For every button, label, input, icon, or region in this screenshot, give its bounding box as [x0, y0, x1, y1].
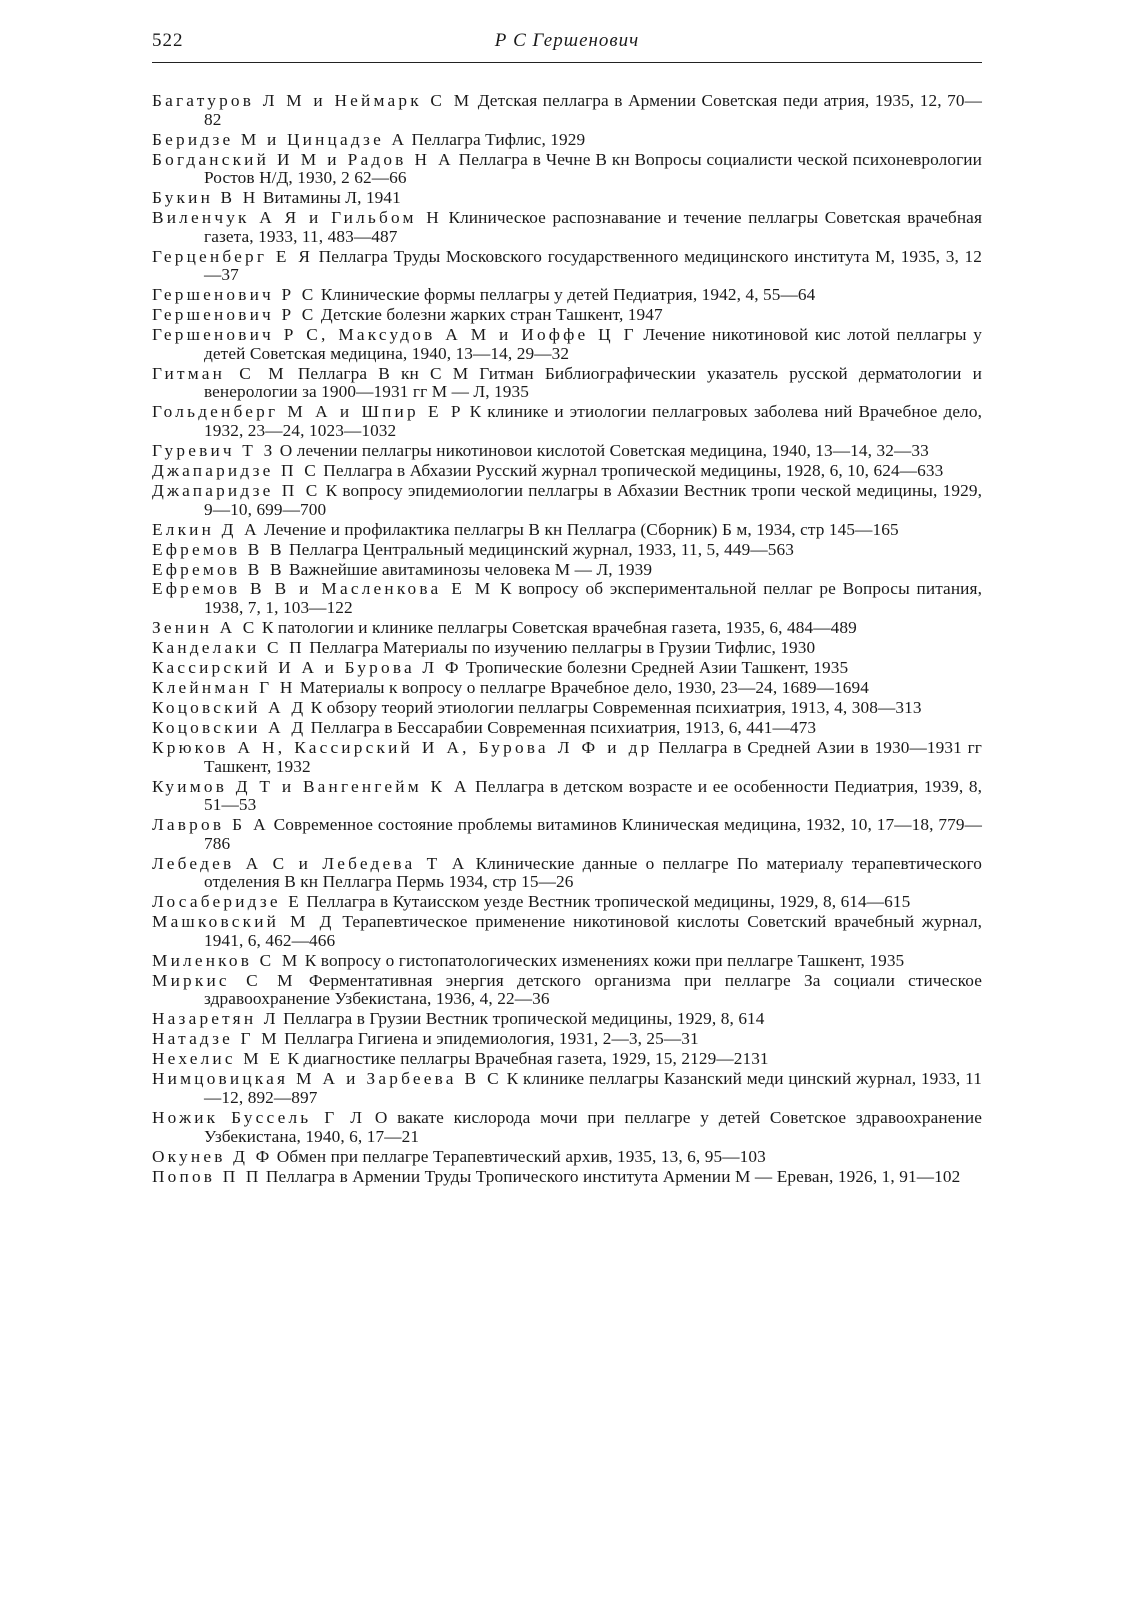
entry-text: Пеллагра в Чечне В кн Вопросы социалисти ческой психоневрологии Ростов Н/Д, 1930, 2 62—66 — [204, 149, 982, 188]
bibliography-entry — [152, 972, 982, 1009]
entry-author: Лебедев А С и Лебедева Т А — [152, 853, 468, 873]
entry-author: Назаретян Л — [152, 1009, 279, 1029]
bibliography-entry — [152, 699, 982, 718]
entry-author: Машковский М Д — [152, 912, 335, 932]
entry-text: Пеллагра Труды Московского государственного медицинского института М, 1935, 3, 12—37 — [204, 246, 982, 285]
bibliography-entry — [152, 679, 982, 698]
entry-text: Пеллагра Тифлис, 1929 — [411, 129, 586, 149]
bibliography-entry — [152, 778, 982, 815]
bibliography-entry — [152, 462, 982, 481]
entry-text: Терапевтическое применение никотиновой кислоты Советский врачебный журнал, 1941, 6, 462—466 — [204, 912, 982, 950]
entry-text: К диагностике пеллагры Врачебная газета, 1929, 15, 2129—2131 — [287, 1049, 769, 1069]
entry-author: Гольденберг М А и Шпир Е Р — [152, 402, 464, 422]
bibliography-entry — [152, 442, 982, 461]
entry-text: К патологии и клинике пеллагры Советская врачебная газета, 1935, 6, 484—489 — [261, 618, 857, 638]
bibliography-entry — [152, 719, 982, 738]
entry-text: Пеллагра Материалы по изучению пеллагры в Грузии Тифлис, 1930 — [309, 638, 816, 658]
bibliography-entry — [152, 1030, 982, 1049]
bibliography-entry — [152, 1010, 982, 1029]
entry-author: Гуревич Т З — [152, 440, 276, 460]
entry-author: Гершенович Р С — [152, 305, 317, 325]
bibliography-entry — [152, 131, 982, 150]
bibliography-entry — [152, 1050, 982, 1069]
entry-author: Беридзе М и Цинцадзе А — [152, 129, 408, 149]
entry-author: Букин В Н — [152, 188, 259, 208]
bibliography-list — [152, 92, 982, 1187]
entry-author: Багатуров Л М и Неймарк С М — [152, 91, 473, 110]
entry-author: Окунев Д Ф — [152, 1146, 273, 1166]
bibliography-entry — [152, 893, 982, 912]
entry-author: Гершенович Р С — [152, 285, 317, 305]
bibliography-entry — [152, 286, 982, 305]
entry-author: Гершенович Р С, Максудов А М и Иоффе Ц Г — [152, 325, 637, 345]
bibliography-entry — [152, 209, 982, 246]
entry-text: Тропические болезни Средней Азии Ташкент, 1935 — [466, 658, 849, 678]
entry-author: Канделаки С П — [152, 638, 305, 658]
entry-text: Пеллагра в Средней Азии в 1930—1931 гг Ташкент, 1932 — [204, 737, 982, 776]
bibliography-entry — [152, 403, 982, 440]
entry-text: Пеллагра в Грузии Вестник тропической медицины, 1929, 8, 614 — [283, 1009, 765, 1029]
bibliography-entry — [152, 92, 982, 129]
bibliography-entry — [152, 952, 982, 971]
entry-text: О лечении пеллагры никотиновои кислотой Советская медицина, 1940, 13—14, 32—33 — [279, 440, 929, 460]
entry-text: Обмен при пеллагре Терапевтический архив, 1935, 13, 6, 95—103 — [276, 1146, 766, 1166]
entry-text: Витамины Л, 1941 — [262, 188, 401, 208]
bibliography-entry — [152, 1070, 982, 1107]
entry-author: Зенин А С — [152, 618, 258, 638]
bibliography-entry — [152, 1109, 982, 1146]
bibliography-entry — [152, 482, 982, 519]
entry-author: Ножик Буссель Г Л — [152, 1107, 366, 1127]
entry-text: Пеллагра в детском возрасте и ее особенности Педиатрия, 1939, 8, 51—53 — [204, 776, 982, 815]
bibliography-entry — [152, 659, 982, 678]
running-head — [152, 30, 982, 64]
entry-text: Пеллагра Гигиена и эпидемиология, 1931, 2—3, 25—31 — [284, 1029, 699, 1049]
bibliography-entry — [152, 365, 982, 402]
entry-author: Богданский И М и Радов Н А — [152, 149, 454, 169]
header-rule — [152, 62, 982, 63]
bibliography-entry — [152, 855, 982, 892]
entry-author: Клейнман Г Н — [152, 678, 296, 698]
entry-author: Ефремов В В — [152, 539, 285, 559]
bibliography-entry — [152, 189, 982, 208]
running-title: Р С Гершенович — [494, 30, 640, 51]
entry-text: К обзору теорий этиологии пеллагры Современная психиатрия, 1913, 4, 308—313 — [310, 698, 922, 717]
entry-text: К клинике пеллагры Казанский меди цинский журнал, 1933, 11—12, 892—897 — [204, 1069, 982, 1107]
bibliography-entry — [152, 580, 982, 617]
bibliography-entry — [152, 561, 982, 580]
bibliography-entry — [152, 306, 982, 325]
entry-author: Лавров Б А — [152, 815, 269, 835]
entry-author: Джапаридзе П С — [152, 480, 321, 500]
entry-author: Ефремов В В — [152, 559, 285, 579]
entry-text: К клинике и этиологии пеллагровых заболева ний Врачебное дело, 1932, 23—24, 1023—1032 — [204, 402, 982, 440]
entry-author: Коцовскии А Д — [152, 717, 307, 737]
entry-author: Миленков С М — [152, 950, 301, 970]
entry-author: Миркис С М — [152, 970, 296, 990]
bibliography-entry — [152, 1148, 982, 1167]
bibliography-entry — [152, 151, 982, 188]
entry-author: Лосаберидзе Е — [152, 892, 303, 912]
entry-author: Нехелис М Е — [152, 1049, 284, 1069]
entry-author: Куимов Д Т и Вангенгейм К А — [152, 776, 470, 796]
entry-author: Нимцовицкая М А и Зарбеева В С — [152, 1069, 502, 1089]
entry-text: Детские болезни жарких стран Ташкент, 1947 — [320, 305, 663, 325]
entry-text: Важнейшие авитаминозы человека М — Л, 1939 — [289, 559, 653, 579]
entry-author: Натадзе Г М — [152, 1029, 280, 1049]
bibliography-entry — [152, 816, 982, 853]
entry-author: Виленчук А Я и Гильбом Н — [152, 208, 442, 228]
entry-text: Лечение и профилактика пеллагры В кн Пеллагра (Сборник) Б м, 1934, стр 145—165 — [264, 519, 899, 539]
bibliography-entry — [152, 248, 982, 285]
bibliography-entry — [152, 739, 982, 776]
bibliography-entry — [152, 913, 982, 950]
bibliography-entry — [152, 639, 982, 658]
entry-text: Лечение никотиновой кис лотой пеллагры у детей Советская медицина, 1940, 13—14, 29—32 — [204, 325, 983, 363]
entry-author: Ефремов В В и Масленкова Е М — [152, 579, 494, 599]
entry-author: Елкин Д А — [152, 519, 260, 539]
entry-text: Пеллагра в Армении Труды Тропического института Армении М — Ереван, 1926, 1, 91—102 — [265, 1166, 961, 1186]
bibliography-entry — [152, 326, 982, 363]
bibliography-entry — [152, 619, 982, 638]
bibliography-entry — [152, 521, 982, 540]
entry-text: О вакате кислорода мочи при пеллагре у детей Советское здравоохранение Узбекистана, 1940, 6, 17—21 — [204, 1107, 982, 1146]
entry-text: Клинические данные о пеллагре По материалу терапевтического отделения В кн Пеллагра Пермь 1934, стр 15—26 — [204, 853, 982, 892]
entry-text: К вопросу о гистопатологических изменениях кожи при пеллагре Ташкент, 1935 — [304, 950, 905, 970]
entry-text: Пеллагра В кн С М Гитман Библиографическии указатель русской дерматологии и венерологии за 1900—1931 гг М — Л, 1935 — [204, 363, 982, 402]
entry-author: Кассирский И А и Бурова Л Ф — [152, 658, 462, 678]
entry-text: Пеллагра Центральный медицинский журнал, 1933, 11, 5, 449—563 — [289, 539, 794, 559]
bibliography-entry — [152, 1168, 982, 1187]
entry-text: Материалы к вопросу о пеллагре Врачебное дело, 1930, 23—24, 1689—1694 — [299, 678, 870, 698]
entry-text: Детская пеллагра в Армении Советская педи атрия, 1935, 12, 70—82 — [204, 91, 983, 129]
bibliography-entry — [152, 541, 982, 560]
entry-text: К вопросу эпидемиологии пеллагры в Абхазии Вестник тропи ческой медицины, 1929, 9—10, 699—700 — [204, 480, 982, 519]
entry-text: Клинические формы пеллагры у детей Педиатрия, 1942, 4, 55—64 — [320, 285, 816, 305]
entry-text: Клиническое распознавание и течение пеллагры Советская врачебная газета, 1933, 11, 483—487 — [204, 208, 982, 246]
page-number: 522 — [152, 30, 184, 51]
entry-text: К вопросу об экспериментальной пеллаг ре Вопросы питания, 1938, 7, 1, 103—122 — [204, 579, 982, 618]
entry-author: Коцовский А Д — [152, 698, 307, 717]
entry-author: Джапаридзе П С — [152, 460, 319, 480]
entry-text: Современное состояние проблемы витаминов Клиническая медицина, 1932, 10, 17—18, 779—786 — [204, 815, 982, 853]
entry-author: Герценберг Е Я — [152, 246, 314, 266]
entry-text: Пеллагра в Абхазии Русский журнал тропической медицины, 1928, 6, 10, 624—633 — [323, 460, 944, 480]
entry-author: Крюков А Н, Кассирский И А, Бурова Л Ф и др — [152, 737, 653, 757]
entry-author: Гитман С М — [152, 363, 287, 383]
entry-text: Ферментативная энергия детского организма при пеллагре За социали стическое здравоохранение Узбекистана, 1936, 4, 22—36 — [204, 970, 983, 1009]
entry-author: Попов П П — [152, 1166, 262, 1186]
entry-text: Пеллагра в Кутаисском уезде Вестник тропической медицины, 1929, 8, 614—615 — [306, 892, 911, 912]
entry-text: Пеллагра в Бессарабии Современная психиатрия, 1913, 6, 441—473 — [310, 717, 817, 737]
